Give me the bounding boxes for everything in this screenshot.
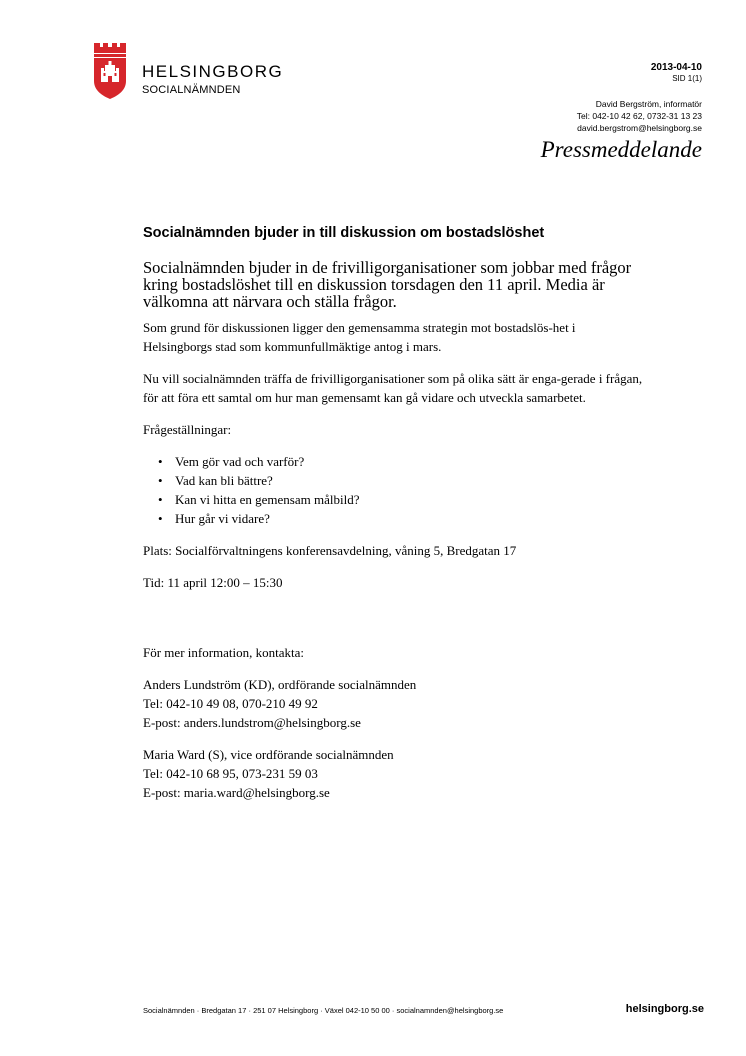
headline: Socialnämnden bjuder in till diskussion om bostadslöshet — [143, 225, 545, 241]
press-contact-phone: Tel: 042-10 42 62, 0732-31 13 23 — [576, 111, 702, 121]
event-time: Tid: 11 april 12:00 – 15:30 — [143, 575, 283, 590]
paragraph: Som grund för diskussionen ligger den gemensamma strategin mot bostadslös-het i Helsingborgs stad som kommunfullmäktige antog i mars. — [143, 320, 576, 354]
footer-address: Socialnämnden · Bredgatan 17 · 251 07 Helsingborg · Växel 042-10 50 00 · socialnamnden@helsingborg.se — [143, 1006, 504, 1015]
org-name: HELSINGBORG — [142, 62, 284, 81]
contact-email: E-post: anders.lundstrom@helsingborg.se — [143, 715, 361, 730]
contact-card — [143, 745, 643, 802]
contact-name: Maria Ward (S), vice ordförande socialnämnden — [143, 747, 394, 762]
contact-email: E-post: maria.ward@helsingborg.se — [143, 785, 330, 800]
contact-card — [143, 675, 643, 732]
press-contact-name: David Bergström, informatör — [595, 99, 702, 109]
lead-paragraph: Socialnämnden bjuder in de frivilligorganisationer som jobbar med frågor kring bostadslöshet till en diskussion torsdagen den 11 april. Media är välkomna att närvara och ställa frågor. — [143, 258, 632, 311]
footer-website: helsingborg.se — [625, 1003, 704, 1015]
org-department: SOCIALNÄMNDEN — [142, 84, 241, 96]
list-item: • Kan vi hitta en gemensam målbild? — [175, 490, 643, 509]
document-type: Pressmeddelande — [540, 137, 702, 162]
list-item: • Vad kan bli bättre? — [175, 471, 643, 490]
contact-phone: Tel: 042-10 49 08, 070-210 49 92 — [143, 696, 318, 711]
contact-phone: Tel: 042-10 68 95, 073-231 59 03 — [143, 766, 318, 781]
list-item: • Vem gör vad och varför? — [175, 452, 643, 471]
page-number: SID 1(1) — [672, 74, 702, 83]
questions-list — [143, 452, 643, 528]
press-contact — [577, 98, 702, 134]
questions-label: Frågeställningar: — [143, 422, 232, 437]
press-contact-email: david.bergstrom@helsingborg.se — [577, 123, 702, 133]
more-info-label: För mer information, kontakta: — [143, 645, 305, 660]
document-date: 2013-04-10 — [650, 62, 702, 73]
helsingborg-coat-of-arms-icon — [93, 43, 127, 99]
event-place: Plats: Socialförvaltningens konferensavdelning, våning 5, Bredgatan 17 — [143, 543, 517, 558]
paragraph: Nu vill socialnämnden träffa de frivilligorganisationer som på olika sätt är enga-gerade i frågan, för att föra ett samtal om hur man gemensamt kan gå vidare och utveckla samarbetet. — [143, 371, 643, 405]
body-content — [143, 318, 643, 815]
list-item: • Hur går vi vidare? — [175, 509, 643, 528]
contact-name: Anders Lundström (KD), ordförande socialnämnden — [143, 677, 417, 692]
